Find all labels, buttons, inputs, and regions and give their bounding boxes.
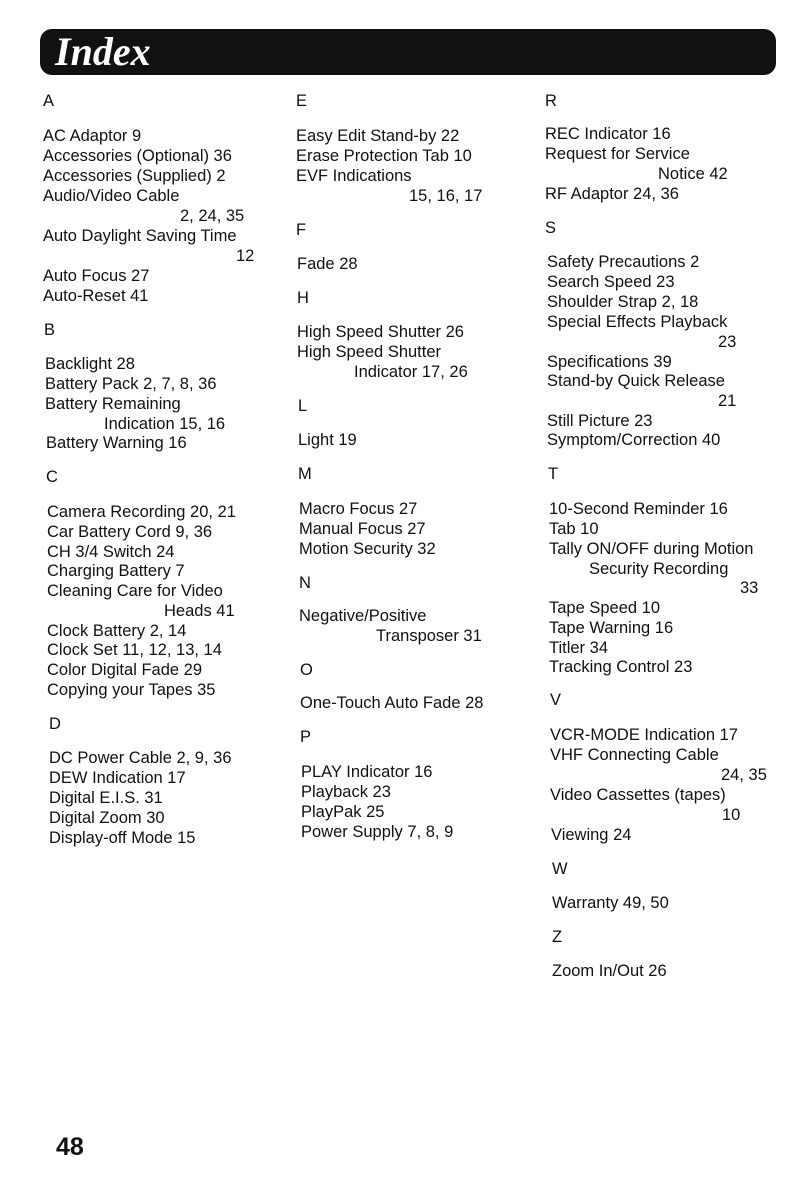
page-title: Index: [55, 29, 151, 74]
index-entry: Negative/Positive: [299, 607, 427, 625]
index-entry: Charging Battery 7: [47, 562, 185, 580]
index-entry: Tracking Control 23: [549, 658, 693, 676]
index-entry: Video Cassettes (tapes): [550, 786, 726, 804]
index-entry: High Speed Shutter: [297, 343, 442, 361]
section-letter-f: F: [296, 221, 307, 239]
index-entry: Specifications 39: [547, 353, 672, 371]
section-letter-m: M: [298, 465, 312, 483]
index-entry: Accessories (Optional) 36: [43, 147, 232, 165]
section-letter-h: H: [297, 289, 309, 307]
index-entry: Tape Warning 16: [549, 619, 674, 637]
index-entry: VCR-MODE Indication 17: [550, 726, 738, 744]
index-entry: PlayPak 25: [301, 803, 385, 821]
index-entry: Easy Edit Stand-by 22: [296, 127, 460, 145]
index-entry: Color Digital Fade 29: [47, 661, 202, 679]
index-entry: Special Effects Playback: [547, 313, 728, 331]
index-entry: Cleaning Care for Video: [47, 582, 223, 600]
index-entry: Clock Set 11, 12, 13, 14: [47, 641, 222, 659]
index-entry: Auto-Reset 41: [43, 287, 149, 305]
index-entry: Copying your Tapes 35: [47, 681, 216, 699]
index-entry-continued: 33: [740, 579, 759, 597]
index-entry: Stand-by Quick Release: [547, 372, 725, 390]
section-letter-w: W: [552, 860, 568, 878]
index-entry: PLAY Indicator 16: [301, 763, 433, 781]
section-letter-z: Z: [552, 928, 563, 946]
section-letter-r: R: [545, 92, 557, 110]
index-entry: Search Speed 23: [547, 273, 675, 291]
index-entry: Tab 10: [549, 520, 599, 538]
index-entry: Erase Protection Tab 10: [296, 147, 472, 165]
index-entry-continued: Notice 42: [658, 165, 728, 183]
index-entry: Still Picture 23: [547, 412, 653, 430]
index-entry: REC Indicator 16: [545, 125, 671, 143]
page-number: 48: [56, 1133, 84, 1161]
index-entry-continued: Security Recording: [589, 560, 729, 578]
index-entry: Symptom/Correction 40: [547, 431, 721, 449]
section-letter-t: T: [548, 465, 559, 483]
section-letter-c: C: [46, 468, 58, 486]
section-letter-s: S: [545, 219, 557, 237]
section-letter-d: D: [49, 715, 61, 733]
index-entry: High Speed Shutter 26: [297, 323, 464, 341]
index-entry-continued: 10: [722, 806, 741, 824]
index-entry: Titler 34: [549, 639, 608, 657]
index-entry: Auto Focus 27: [43, 267, 150, 285]
index-entry: DC Power Cable 2, 9, 36: [49, 749, 232, 767]
index-entry: Request for Service: [545, 145, 690, 163]
index-entry-continued: 24, 35: [721, 766, 767, 784]
index-entry: Zoom In/Out 26: [552, 962, 667, 980]
index-entry: 10-Second Reminder 16: [549, 500, 728, 518]
index-entry: Safety Precautions 2: [547, 253, 700, 271]
index-entry: RF Adaptor 24, 36: [545, 185, 679, 203]
index-entry-continued: 21: [718, 392, 737, 410]
section-letter-b: B: [44, 321, 56, 339]
index-entry: Viewing 24: [551, 826, 632, 844]
index-banner: [40, 29, 776, 75]
index-entry: Camera Recording 20, 21: [47, 503, 236, 521]
index-entry: Car Battery Cord 9, 36: [47, 523, 213, 541]
index-entry: Display-off Mode 15: [49, 829, 196, 847]
index-entry: Battery Warning 16: [46, 434, 187, 452]
index-entry: One-Touch Auto Fade 28: [300, 694, 484, 712]
index-entry: Digital Zoom 30: [49, 809, 165, 827]
index-entry: Light 19: [298, 431, 357, 449]
index-entry: Manual Focus 27: [299, 520, 426, 538]
section-letter-l: L: [298, 397, 308, 415]
index-entry: Warranty 49, 50: [552, 894, 669, 912]
section-letter-e: E: [296, 92, 308, 110]
index-entry: Playback 23: [301, 783, 391, 801]
section-letter-a: A: [43, 92, 55, 110]
index-entry: Battery Remaining: [45, 395, 181, 413]
index-entry: Audio/Video Cable: [43, 187, 180, 205]
index-entry: AC Adaptor 9: [43, 127, 142, 145]
index-entry-continued: 23: [718, 333, 737, 351]
index-entry: Tally ON/OFF during Motion: [549, 540, 754, 558]
index-entry: Auto Daylight Saving Time: [43, 227, 237, 245]
index-entry-continued: Indicator 17, 26: [354, 363, 468, 381]
index-entry: Macro Focus 27: [299, 500, 418, 518]
index-entry-continued: 2, 24, 35: [180, 207, 245, 225]
index-entry: EVF Indications: [296, 167, 412, 185]
index-entry-continued: Transposer 31: [376, 627, 482, 645]
index-entry: Motion Security 32: [299, 540, 436, 558]
index-entry: Clock Battery 2, 14: [47, 622, 187, 640]
index-entry: Power Supply 7, 8, 9: [301, 823, 454, 841]
index-entry: Accessories (Supplied) 2: [43, 167, 226, 185]
section-letter-v: V: [550, 691, 562, 709]
index-entry: DEW Indication 17: [49, 769, 186, 787]
index-entry: Backlight 28: [45, 355, 135, 373]
index-entry: Shoulder Strap 2, 18: [547, 293, 699, 311]
index-entry: Battery Pack 2, 7, 8, 36: [45, 375, 217, 393]
section-letter-p: P: [300, 728, 312, 746]
index-entry: CH 3/4 Switch 24: [47, 543, 175, 561]
section-letter-n: N: [299, 574, 311, 592]
index-entry-continued: Indication 15, 16: [104, 415, 226, 433]
index-entry-continued: 12: [236, 247, 255, 265]
index-entry-continued: Heads 41: [164, 602, 235, 620]
section-letter-o: O: [300, 661, 313, 679]
index-entry: Tape Speed 10: [549, 599, 661, 617]
index-entry: VHF Connecting Cable: [550, 746, 719, 764]
index-entry: Fade 28: [297, 255, 358, 273]
index-entry-continued: 15, 16, 17: [409, 187, 483, 205]
index-entry: Digital E.I.S. 31: [49, 789, 163, 807]
